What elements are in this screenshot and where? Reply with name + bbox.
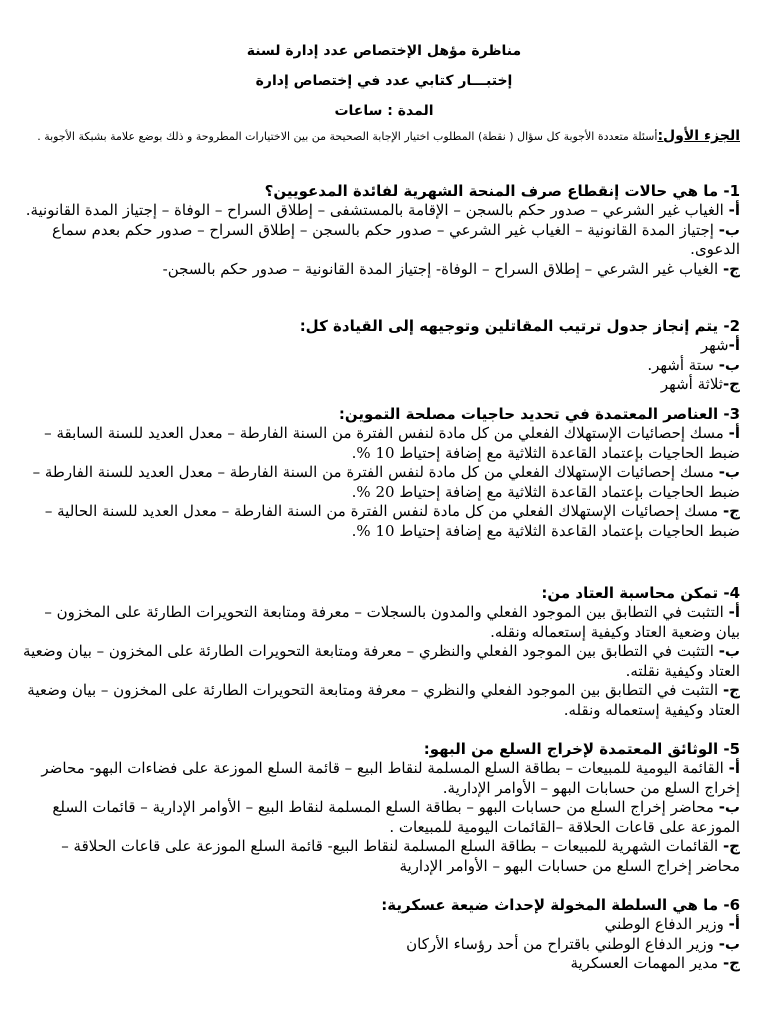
option-text: ستة أشهر. — [647, 355, 719, 374]
option-label: أ- — [728, 759, 740, 777]
option-text: التثبت في التطابق بين الموجود الفعلي والنظري – معرفة ومتابعة التحويرات الطارئة على المخزون – بيان وضعية العتاد وكيفية نقلته. — [23, 642, 740, 680]
instructions-text: أسئلة متعددة الأجوبة كل سؤال ( نقطة) المطلوب اختيار الإجابة الصحيحة من بين الاختيارات المطروحة و ذلك بوضع علامة بشبكة الأجوبة . — [37, 130, 658, 143]
exam-subtitle: إختبـــار كتابي عدد في إختصاص إدارة — [255, 73, 513, 89]
question-title: 3- العناصر المعتمدة في تحديد حاجيات مصلحة التموين: — [338, 405, 740, 423]
option-text: الغياب غير الشرعي – صدور حكم بالسجن – الإقامة بالمستشفى – إطلاق السراح – الوفاة – إجتياز المدة القانونية. — [25, 201, 729, 219]
question-title: 4- تمكن محاسبة العتاد من: — [541, 584, 740, 602]
exam-duration: المدة : ساعات — [334, 103, 434, 119]
option-text: القائمات الشهرية للمبيعات – بطاقة السلع المسلمة لنقاط البيع- قائمة السلع الموزعة على قاعات الحلاقة – محاضر إخراج السلع من حسابات البهو – الأوامر الإدارية — [61, 837, 740, 875]
option-c — [20, 260, 740, 280]
option-label: ج- — [722, 954, 740, 972]
option-text: وزير الدفاع الوطني باقتراح من أحد رؤساء الأركان — [406, 934, 719, 953]
option-label: أ- — [728, 603, 740, 621]
question-6 — [20, 895, 740, 974]
option-text: شهر — [700, 336, 729, 354]
option-text: مدير المهمات العسكرية — [570, 954, 723, 972]
option-a — [20, 424, 740, 463]
option-label: ج- — [722, 375, 740, 393]
option-text: إجتياز المدة القانونية – الغياب غير الشرعي – صدور حكم بالسجن – إطلاق السراح – صدور حكم بعدم سماع الدعوى. — [52, 220, 740, 258]
option-b — [20, 642, 740, 681]
option-text: محاضر إخراج السلع من حسابات البهو – بطاقة السلع المسلمة لنقاط البيع – الأوامر الإدارية – قائمات السلع الموزعة على قاعات الحلاقة –القائمات اليومية للمبيعات . — [52, 798, 740, 836]
option-b — [20, 356, 740, 376]
option-label: أ- — [728, 336, 740, 354]
option-label: ج- — [722, 502, 740, 520]
option-label: ج- — [722, 681, 740, 699]
option-text: القائمة اليومية للمبيعات – بطاقة السلع المسلمة لنقاط البيع – قائمة السلع الموزعة على فضاءات البهو- محاضر إخراج السلع من حسابات البهو – الأوامر الإدارية. — [41, 759, 740, 797]
option-c — [20, 837, 740, 876]
option-text: التثبت في التطابق بين الموجود الفعلي والنظري – معرفة ومتابعة التحويرات الطارئة على المخزون – بيان وضعية العتاد وكيفية إستعماله ونقله. — [27, 681, 740, 719]
exam-title: مناظرة مؤهل الإختصاص عدد إدارة لسنة — [246, 43, 522, 59]
option-label: ب- — [718, 463, 740, 481]
option-label: ب- — [718, 220, 740, 239]
question-3 — [20, 404, 740, 541]
option-text: الغياب غير الشرعي – إطلاق السراح – الوفاة- إجتياز المدة القانونية – صدور حكم بالسجن- — [162, 259, 723, 278]
option-c — [20, 502, 740, 541]
option-text: ثلاثة أشهر — [660, 375, 723, 393]
option-a — [20, 336, 740, 356]
question-title: 1- ما هي حالات إنقطاع صرف المنحة الشهرية لفائدة المدعويين؟ — [264, 182, 740, 200]
part-one-instructions — [20, 128, 740, 145]
option-label: ب- — [718, 642, 740, 660]
option-text: التثبت في التطابق بين الموجود الفعلي والمدون بالسجلات – معرفة ومتابعة التحويرات الطارئة على المخزون – بيان وضعية العتاد وكيفية إستعماله ونقله. — [44, 603, 740, 641]
option-label: أ- — [728, 915, 740, 933]
option-text: مسك إحصائيات الإستهلاك الفعلي من كل مادة لنفس الفترة من السنة الفارطة – معدل العديد للسنة السابقة – ضبط الحاجيات بإعتماد القاعدة الثلاثية مع إضافة إحتياط 10 %. — [44, 424, 740, 462]
option-c — [20, 681, 740, 720]
option-label: ب- — [718, 934, 740, 953]
question-1 — [20, 181, 740, 279]
question-title: 5- الوثائق المعتمدة لإخراج السلع من البهو: — [423, 740, 740, 758]
question-title: 6- ما هي السلطة المخولة لإحداث ضيعة عسكرية: — [381, 896, 740, 914]
option-b — [20, 935, 740, 955]
part-one-title: الجزء الأول: — [657, 128, 740, 144]
option-label: ب- — [718, 355, 740, 374]
option-text: مسك إحصائيات الإستهلاك الفعلي من كل مادة لنفس الفترة من السنة الفارطة – معدل العديد للسنة الحالية – ضبط الحاجيات بإعتماد القاعدة الثلاثية مع إضافة إحتياط 10 %. — [44, 502, 740, 540]
option-text: وزير الدفاع الوطني — [604, 915, 729, 933]
option-b — [20, 221, 740, 260]
option-b — [20, 798, 740, 837]
option-a — [20, 201, 740, 221]
question-2 — [20, 316, 740, 395]
question-5 — [20, 739, 740, 876]
option-label: ب- — [718, 798, 740, 816]
option-c — [20, 375, 740, 395]
option-a — [20, 759, 740, 798]
option-label: ج- — [722, 837, 740, 855]
option-label: ج- — [722, 259, 740, 278]
question-title: 2- يتم إنجاز جدول ترتيب المقاتلين وتوجيهه إلى القيادة كل: — [299, 317, 740, 335]
option-c — [20, 954, 740, 974]
option-a — [20, 915, 740, 935]
option-label: أ- — [728, 201, 740, 219]
option-a — [20, 603, 740, 642]
option-b — [20, 463, 740, 502]
question-4 — [20, 583, 740, 720]
option-label: أ- — [728, 424, 740, 442]
option-text: مسك إحصائيات الإستهلاك الفعلي من كل مادة لنفس الفترة من السنة الفارطة – معدل العديد للسنة الفارطة – ضبط الحاجيات بإعتماد القاعدة الثلاثية مع إضافة إحتياط 20 %. — [32, 463, 740, 501]
